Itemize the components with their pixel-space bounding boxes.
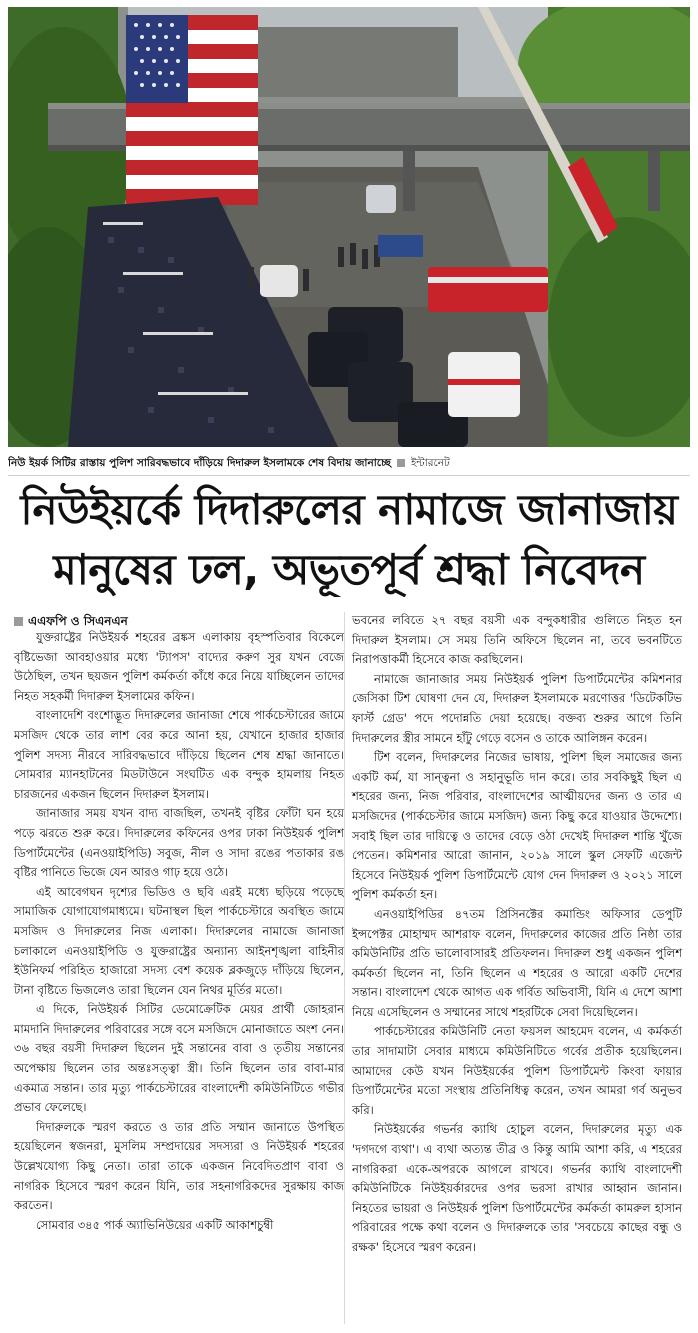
fire-truck [428, 267, 548, 312]
paragraph: নিউইয়র্কের গভর্নর ক্যাথি হোচুল বলেন, দিদারুলের মৃত্যু এক 'দগদগে ব্যথা'। এ ব্যথা অত্যন্ত তীব্র ও কিন্তু আমি আশা করি, এ শহরের নাগরিকরা একে-অপরকে আগলে রাখবে। গভর্নর ক্যাথি বাংলাদেশী কমিউনিটিকে নিউইয়র্কারদের ওপর ভরসা রাখার আহ্বান জানান। নিহতের ভায়রা ও নিউইয়র্ক পুলিশ ডিপার্টমেন্টের কর্মকর্তা কামরুল হাসান পরিবারের পক্ষে কথা বলেন ও দিদারুলকে তার 'সবচেয়ে কাছের বন্ধু ও রক্ষক' হিসেবে স্মরণ করেন। [352, 1122, 682, 1254]
paragraph: সোমবার ৩৪৫ পার্ক অ্যাভিনিউয়ের একটি আকাশচুম্বী [36, 1217, 274, 1232]
paragraph: যুক্তরাষ্ট্রের নিউইয়র্ক শহরের ব্রঙ্কস এলাকায় বৃহস্পতিবার বিকেলে বৃষ্টিভেজা আবহাওয়ার মধ্যে 'ট্যাপস' বাদ্যের করুণ সুর যখন বেজে উঠেছিল, তখন ছয়জন পুলিশ কর্মকর্তা কাঁধে করে নিয়ে যাচ্ছিলেন তাদের নিহত সহকর্মী দিদারুল ইসলামের কফিন। [14, 630, 344, 703]
square-bullet-icon [14, 617, 23, 626]
headline-line-1: নিউইয়র্কে দিদারুলের নামাজে জানাজায় [20, 485, 678, 534]
news-photo [8, 7, 690, 447]
byline-text: এএফপি ও সিএনএন [28, 614, 128, 628]
american-flag-icon [126, 15, 258, 205]
paragraph: ভবনের লবিতে ২৭ বছর বয়সী এক বন্দুকধারীর গুলিতে নিহত হন দিদারুল ইসলাম। সে সময় তিনি অফিসে ছিলেন না, তবে ভবনটিতে নিরাপত্তাকর্মী হিসেবে কাজ করছিলেন। [352, 613, 682, 667]
ambulance [448, 352, 520, 417]
paragraph: টিশ বলেন, দিদারুলের নিজের ভাষায়, পুলিশ ছিল সমাজের জন্য একটি কর্ম, যা সান্ত্বনা ও সহানুভূতি দান করে। তার সবকিছুই ছিল এ শহরের জন্য, নিজ পরিবার, বাংলাদেশের আত্মীয়দের জন্য ও তার এ মসজিদের (পার্কচেস্টার জামে মসজিদ) জন্য কিছু করে যাওয়ার উদ্দেশ্যে। সবাই ছিল তার দায়িত্বে ও তাদের বেড়ে ওঠা দেখেই দিদারুল শান্তি খুঁজে পেতেন। কমিশনার আরো জানান, ২০১৯ সালে স্কুল সেফটি এজেন্ট হিসেবে নিউইয়র্ক পুলিশ ডিপার্টমেন্টে যোগ দেন দিদারুল ও ২০২১ সালে পুলিশ কর্মকর্তা হন। [352, 750, 682, 902]
photo-source: ইন্টারনেট [410, 457, 450, 469]
paragraph: জানাজার সময় যখন বাদ্য বাজছিল, তখনই বৃষ্টির ফোঁটা ঘন হয়ে পড়ে ঝরতে শুরু করে। দিদারুলের কফিনের ওপর ঢাকা নিউইয়র্ক পুলিশ ডিপার্টমেন্টের (এনওয়াইপিডি) সবুজ, নীল ও সাদা রঙের পতাকার রঙ বৃষ্টির পানিতে ভিজে যেন আরও গাঢ় হয়ে ওঠে। [14, 806, 344, 880]
photo-caption [8, 452, 690, 474]
paragraph: এনওয়াইপিডির ৪৭তম প্রিসিনক্টের কমান্ডিং অফিসার ডেপুটি ইন্সপেক্টর মোহাম্মদ আশরাফ বলেন, দিদারুলের কাজের প্রতি নিষ্ঠা তার কমিউনিটির প্রতি ভালোবাসারই প্রতিফলন। দিদারুল শুধু একজন পুলিশ কর্মকর্তা ছিলেন না, তিনি ছিলেন এ শহরের ও আরো একটি দেশের সন্তান। বাংলাদেশ থেকে আগত এক গর্বিত অভিবাসী, যিনি এ দেশে আশা নিয়ে এসেছিলেন ও সম্মানের সাথে শহরটিকে সেবা দিয়েছিলেন। [352, 906, 682, 1019]
paragraph: পার্কচেস্টারের কমিউনিটি নেতা ফয়সল আহমেদ বলেন, এ কর্মকর্তা তার সাদামাটা সেবার মাধ্যমে কমিউনিটিতে গর্বের প্রতীক হয়েছিলেন। আমাদের কেউ যখন নিউইয়র্কের পুলিশ ডিপার্টমেন্ট কিংবা ফায়ার ডিপার্টমেন্টের মতো সংস্থায় প্রতিনিধিত্ব করেন, তখন আমরা গর্ব অনুভব করি। [352, 1024, 682, 1117]
square-bullet-icon [397, 459, 405, 467]
paragraph: এ দিকে, নিউইয়র্ক সিটির ডেমোক্রেটিক মেয়র প্রার্থী জোহরান মামদানি দিদারুলের পরিবারের সঙ্গে বসে মসজিদে মোনাজাতে অংশ নেন। ৩৬ বছর বয়সী দিদারুল ছিলেন দুই সন্তানের বাবা ও তৃতীয় সন্তানের অপেক্ষায় ছিলেন তার অন্তঃসত্ত্বা স্ত্রী। তিনি ছিলেন তার বাবা-মার একমাত্র সন্তান। তার মৃত্যু পার্কচেস্টারের বাংলাদেশী কমিউনিটিতে গভীর প্রভাব ফেলেছে। [14, 1002, 344, 1115]
article-column-right [352, 611, 682, 1258]
paragraph: এই আবেগঘন দৃশ্যের ভিডিও ও ছবি এরই মধ্যে ছড়িয়ে পড়েছে সামাজিক যোগাযোগমাধ্যমে। ঘটনাস্থল ছিল পার্কচেস্টারে অবস্থিত জামে মসজিদ ও দিদারুলের নিজ এলাকা। দিদারুলের নামাজে জানাজা চলাকালে এনওয়াইপিডি ও যুক্তরাষ্ট্রের অন্যান্য আইনশৃঙ্খলা বাহিনীর ইউনিফর্ম পরিহিত হাজারো সদস্য বেশ কয়েক ব্লকজুড়ে দাঁড়িয়ে ছিলেন, টানা বৃষ্টিতে ভিজলেও তারা ছিলেন যেন নিথর মূর্তির মতো। [14, 884, 344, 997]
paragraph: নামাজে জানাজার সময় নিউইয়র্ক পুলিশ ডিপার্টমেন্টের কমিশনার জেসিকা টিশ ঘোষণা দেন যে, দিদারুল ইসলামকে মরণোত্তর 'ডিটেকটিভ ফার্স্ট গ্রেড' পদে পদোন্নতি দেয়া হয়েছে। বক্তব্য শুরুর আগে তিনি দিদারুলের স্ত্রীর সামনে হাঁটু গেড়ে বসেন ও তাকে আলিঙ্গন করেন। [352, 671, 682, 745]
headline-line-2: মানুষের ঢল, অভূতপূর্ব শ্রদ্ধা নিবেদন [53, 545, 645, 594]
paragraph: দিদারুলকে স্মরণ করতে ও তার প্রতি সম্মান জানাতে উপস্থিত হয়েছিলেন স্বজনরা, মুসলিম সম্প্রদায়ের সদস্যরা ও নিউইয়র্ক শহরের উল্লেখযোগ্য কিছু নেতা। তারা তাকে একজন নিবেদিতপ্রাণ বাবা ও নাগরিক হিসেবে স্মরণ করেন যিনি, তার সহনাগরিকদের সুরক্ষায় কাজ করতেন। [14, 1119, 344, 1213]
caption-divider [8, 475, 690, 476]
article-column-left [14, 628, 344, 1235]
paragraph: বাংলাদেশি বংশোদ্ভূত দিদারুলের জানাজা শেষে পার্কচেস্টারের জামে মসজিদ থেকে তার লাশ বের করে আনা হয়, যেখানে হাজার হাজার পুলিশ সদস্য নীরবে সারিবদ্ধভাবে দাঁড়িয়ে ছিলেন শেষ শ্রদ্ধা জানাতে। সোমবার ম্যানহাটনের মিডটাউনে সংঘটিত এক বন্দুক হামলায় নিহত চারজনের একজন ছিলেন দিদারুল ইসলাম। [14, 708, 344, 801]
caption-text: নিউ ইয়র্ক সিটির রাস্তায় পুলিশ সারিবদ্ধভাবে দাঁড়িয়ে দিদারুল ইসলামকে শেষ বিদায় জানাচ্ছে [8, 457, 391, 469]
column-divider [344, 612, 345, 1324]
